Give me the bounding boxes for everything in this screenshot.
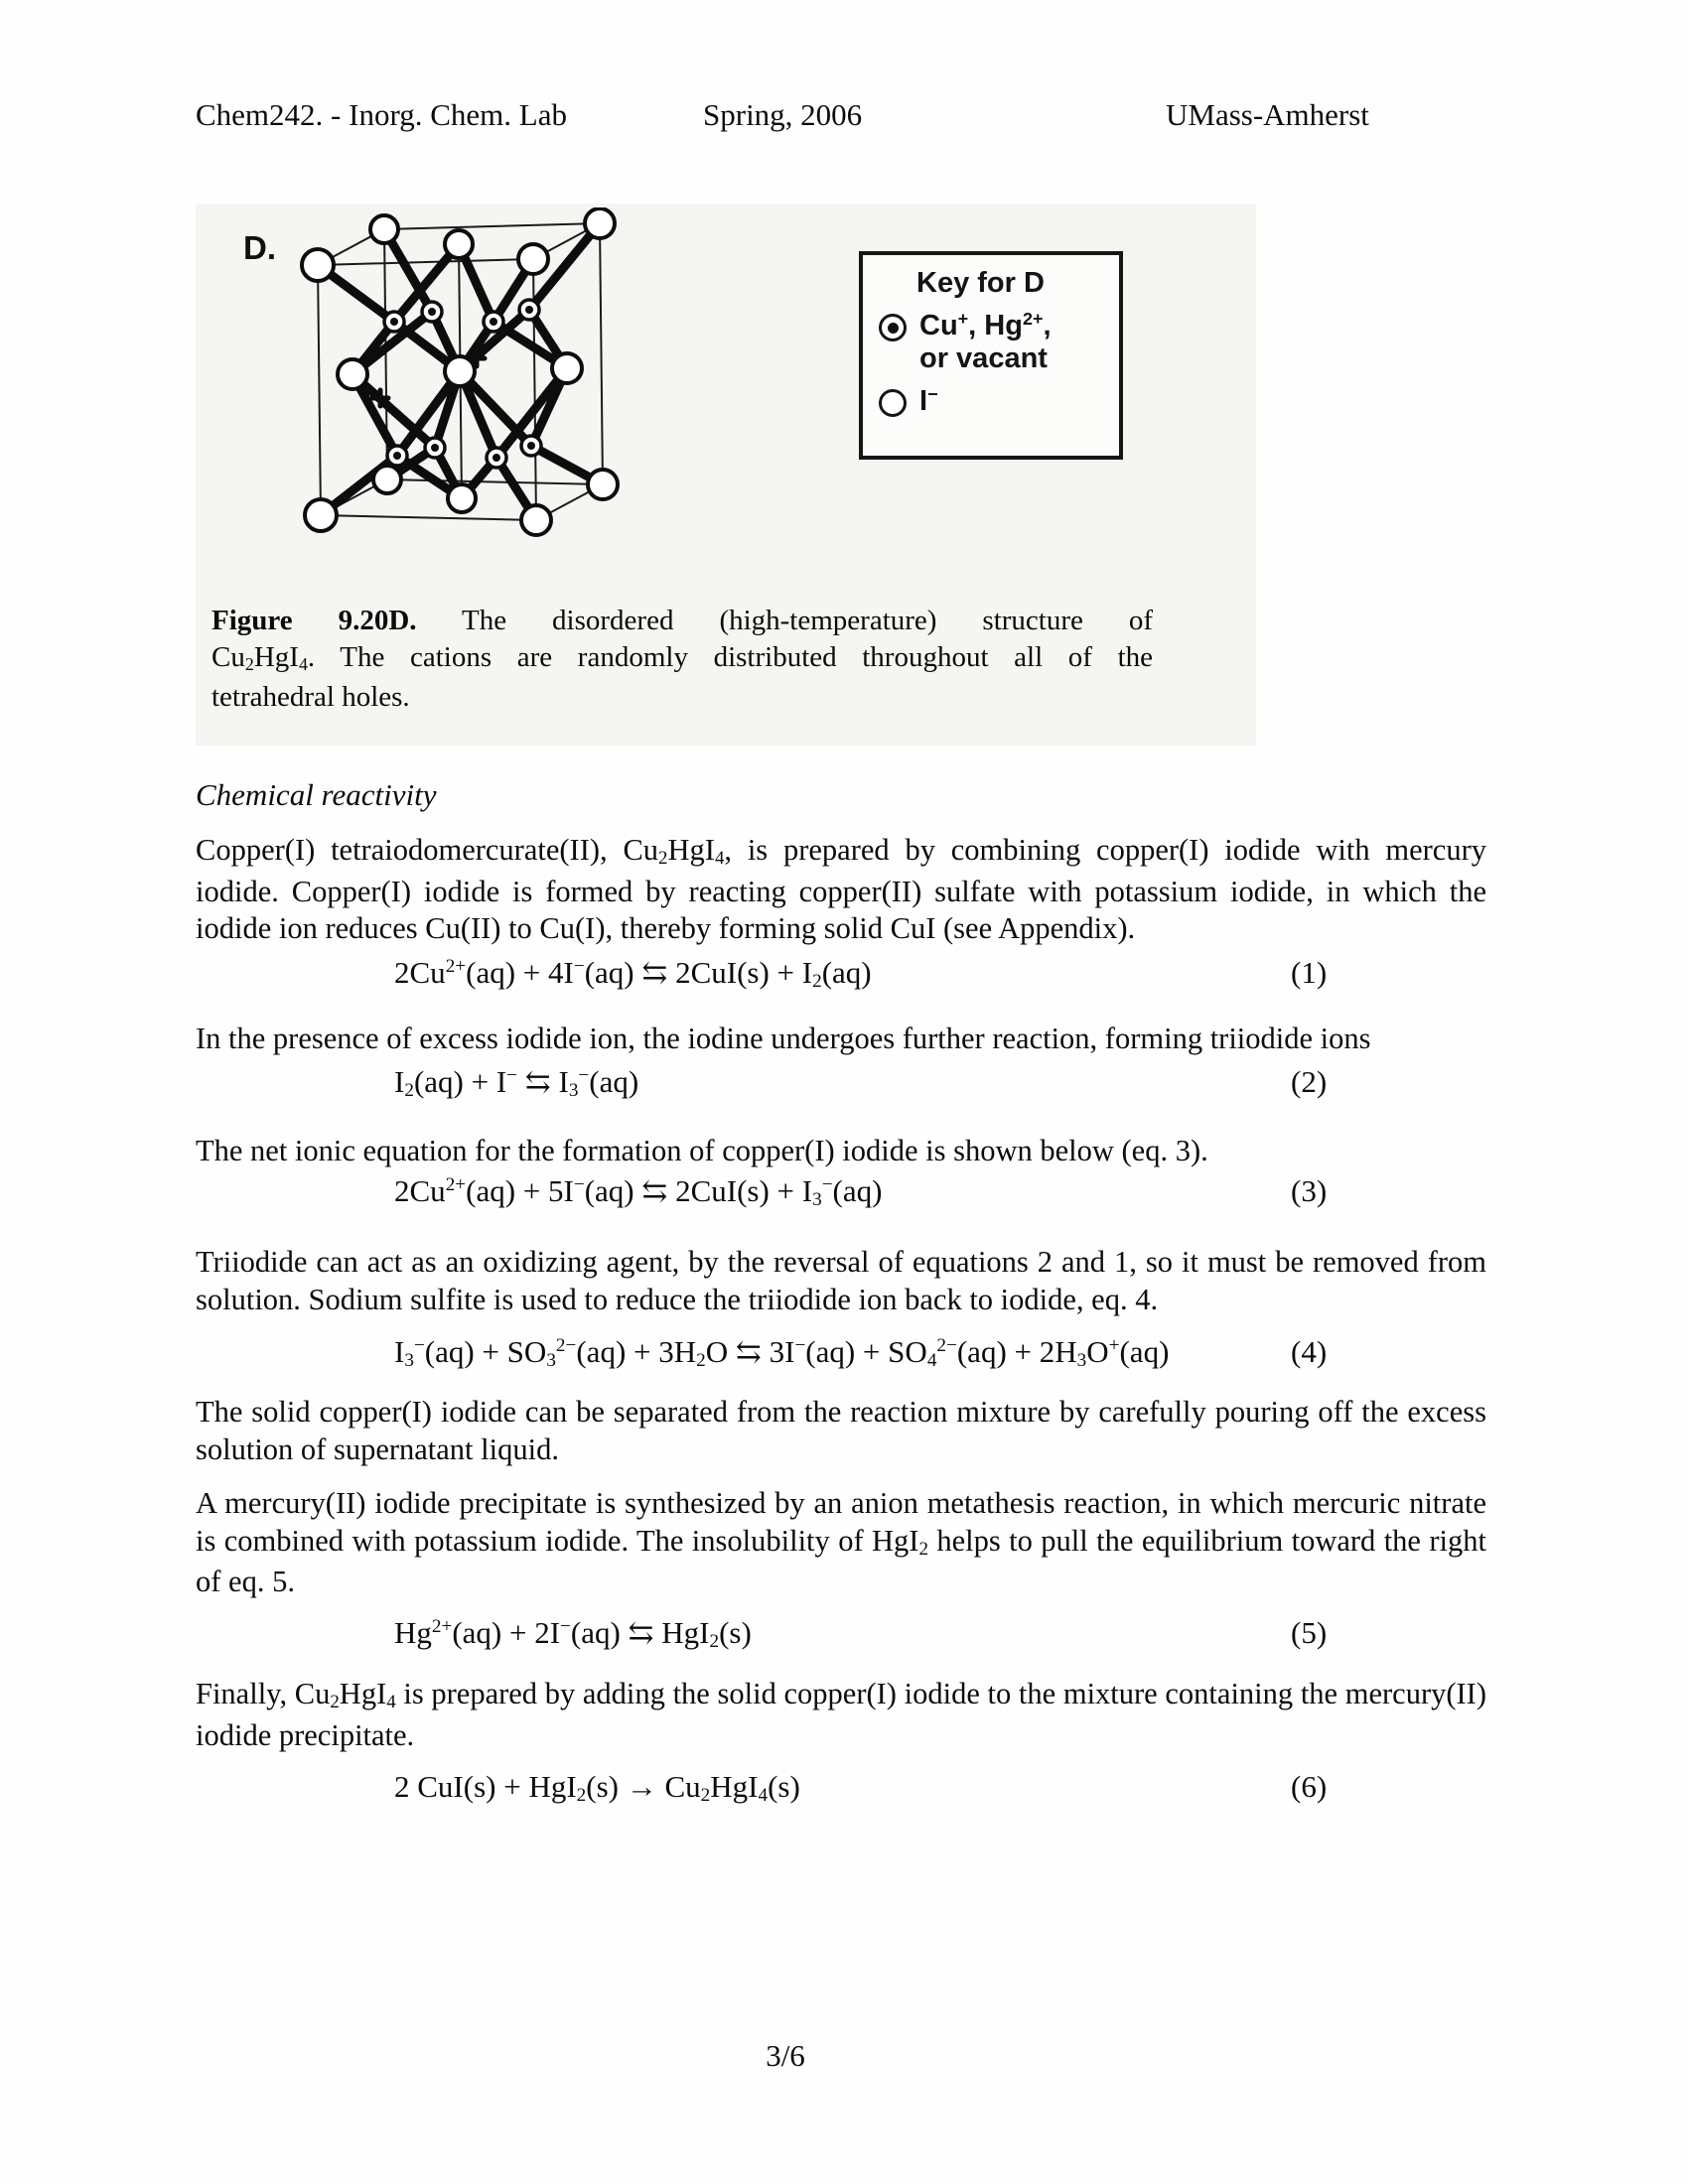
circle-with-dot-icon bbox=[879, 314, 907, 341]
header-course: Chem242. - Inorg. Chem. Lab bbox=[196, 97, 567, 132]
equation-3-body: $2Cu^{2+}(aq) + 5I^-(aq)$ ⇆ $2CuI(s) + I_3^-(aq)$ bbox=[394, 1173, 883, 1211]
equation-6-number: (6) bbox=[1291, 1769, 1328, 1804]
equation-1-body: $2Cu^{2+}(aq) + 4I^-(aq)$ ⇆ $2CuI(s) + I_2(aq)$ bbox=[394, 955, 872, 993]
scanned-figure-block bbox=[196, 204, 1256, 746]
equation-1 bbox=[394, 953, 1536, 998]
equation-6 bbox=[394, 1767, 1536, 1812]
page-number: 3/6 bbox=[766, 2038, 805, 2073]
equation-2 bbox=[394, 1062, 1536, 1107]
equation-1-number: (1) bbox=[1291, 955, 1328, 990]
header-institution: UMass-Amherst bbox=[1166, 97, 1369, 132]
paragraph-preparation-intro: Copper(I) tetraiodomercurate(II), $Cu_2HgI_4$, is prepared by combining copper(I) iodide with mercury iodide. Copper(I) iodide is formed by reacting copper(II) sulfate with potassium iodide, in which the iodide ion reduces Cu(II) to Cu(I), thereby forming solid CuI (see Appendix). bbox=[196, 833, 1486, 945]
key-entry-anion-label: I− bbox=[919, 384, 938, 417]
figure-key-box bbox=[859, 251, 1123, 460]
figure-caption-line: $Cu_2HgI_4$. The cations are randomly distributed throughout all of the bbox=[211, 641, 1153, 674]
equation-5-body: $Hg^{2+}(aq) + 2I^-(aq)$ ⇆ HgI$_2$(s) bbox=[394, 1615, 752, 1653]
equation-4 bbox=[394, 1332, 1536, 1377]
equation-3 bbox=[394, 1171, 1536, 1216]
paragraph-final-preparation: Finally, $Cu_2HgI_4$ is prepared by adding the solid copper(I) iodide to the mixture containing the mercury(II) iodide precipitate. bbox=[196, 1677, 1486, 1752]
equation-3-number: (3) bbox=[1291, 1173, 1328, 1208]
key-entry-anion bbox=[879, 385, 1119, 418]
equation-2-body: $I_2(aq) + I^-$ ⇆ $I_3^-(aq)$ bbox=[394, 1064, 639, 1102]
key-entry-cation-label-line2: or vacant bbox=[919, 342, 1048, 374]
figure-caption bbox=[211, 603, 1153, 716]
figure-caption-line: tetrahedral holes. bbox=[211, 681, 410, 713]
equation-5 bbox=[394, 1613, 1536, 1658]
paragraph-net-ionic: The net ionic equation for the formation of copper(I) iodide is shown below (eq. 3). bbox=[196, 1134, 1208, 1167]
key-title: Key for D bbox=[916, 267, 1045, 299]
equation-2-number: (2) bbox=[1291, 1064, 1328, 1099]
equation-4-body: $I_3^-(aq) + SO_3^{2-}(aq) + 3H_2O$ ⇆ $3I^-(aq) + SO_4^{2-}(aq) + 2H_3O^+(aq)$ bbox=[394, 1334, 1170, 1372]
header-term: Spring, 2006 bbox=[703, 97, 863, 132]
key-entry-cation bbox=[879, 310, 1119, 342]
equation-6-body: 2 $CuI(s) + HgI_2(s) \to Cu_2HgI_4(s)$ bbox=[394, 1769, 800, 1807]
open-circle-icon bbox=[879, 389, 907, 417]
key-entry-cation-label: Cu+, $Hg^{2+}$, bbox=[919, 309, 1052, 341]
section-heading: Chemical reactivity bbox=[196, 777, 437, 812]
figure-panel-label: D. bbox=[243, 229, 276, 266]
crystal-structure-drawing bbox=[273, 207, 685, 555]
equation-5-number: (5) bbox=[1291, 1615, 1328, 1650]
equation-4-number: (4) bbox=[1291, 1334, 1328, 1369]
paragraph-excess-iodide: In the presence of excess iodide ion, the iodine undergoes further reaction, forming triiodide ions bbox=[196, 1022, 1371, 1055]
figure-caption-line: Figure 9.20D. The disordered (high-temperature) structure of bbox=[211, 605, 1154, 636]
paragraph-separation: The solid copper(I) iodide can be separated from the reaction mixture by carefully pouring off the excess solution of supernatant liquid. bbox=[196, 1395, 1486, 1466]
paragraph-triiodide: Triiodide can act as an oxidizing agent, by the reversal of equations 2 and 1, so it must be removed from solution. Sodium sulfite is used to reduce the triiodide ion back to iodide, eq. 4. bbox=[196, 1245, 1486, 1316]
paragraph-mercury-iodide: A mercury(II) iodide precipitate is synthesized by an anion metathesis reaction, in which mercuric nitrate is combined with potassium iodide. The insolubility of HgI$_2$ helps to pull the equilibrium toward the right of eq. 5. bbox=[196, 1486, 1486, 1598]
